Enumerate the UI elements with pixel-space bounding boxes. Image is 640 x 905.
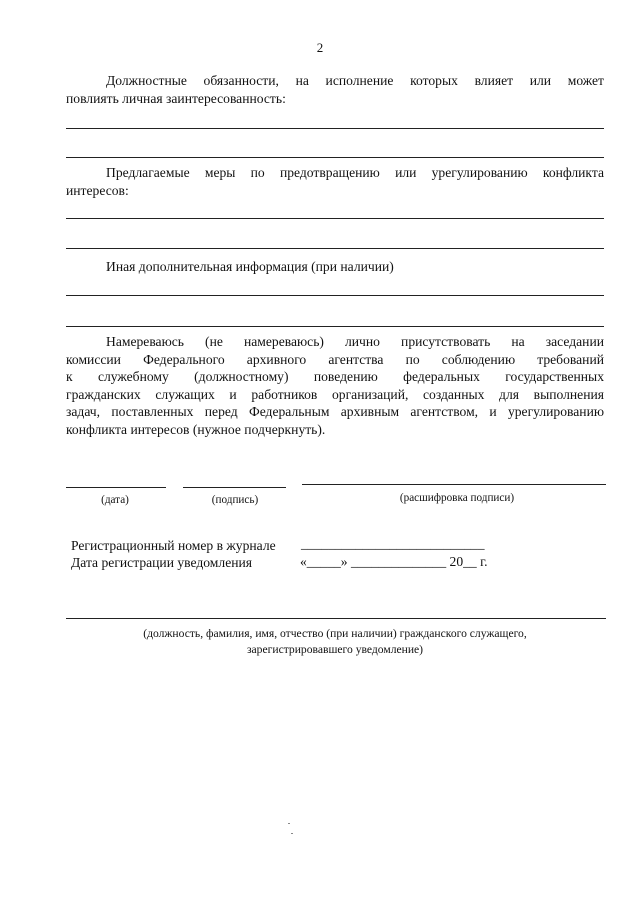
measures-fill-line-1: [66, 218, 604, 219]
date-signature-line: [66, 487, 166, 488]
registrar-caption-line-2: зарегистрировавшего уведомление): [246, 643, 424, 656]
intent-line-2: комиссии Федерального архивного агентства по соблюдению требований: [66, 351, 604, 367]
intent-paragraph: [66, 333, 604, 438]
measures-line-1: Предлагаемые меры по предотвращению или урегулированию конфликта: [106, 165, 604, 180]
measures-paragraph: [66, 164, 604, 199]
scan-speck: [288, 823, 290, 824]
intent-line-3: к служебному (должностному) поведению федеральных государственных: [66, 369, 604, 384]
sign-signature-line: [183, 487, 286, 488]
intent-line-6: конфликта интересов (нужное подчеркнуть).: [66, 421, 326, 437]
duties-line-2: повлиять личная заинтересованность:: [66, 90, 286, 106]
date-label: (дата): [101, 494, 129, 506]
other-info-fill-line-2: [66, 326, 604, 327]
other-info-paragraph: [66, 258, 604, 276]
measures-fill-line-2: [66, 248, 604, 249]
duties-fill-line-1: [66, 128, 604, 129]
other-info-fill-line-1: [66, 295, 604, 296]
measures-line-2: интересов:: [66, 182, 129, 198]
journal-label: Регистрационный номер в журнале: [71, 538, 276, 553]
intent-line-4: гражданских служащих и работников организаций, созданных для выполнения: [66, 386, 604, 402]
duties-paragraph: [66, 72, 604, 107]
decode-signature-line: [302, 484, 606, 485]
duties-fill-line-2: [66, 157, 604, 158]
page-number: 2: [316, 40, 324, 55]
registrar-caption: [66, 626, 604, 658]
intent-line-1: Намереваюсь (не намереваюсь) лично присутствовать на заседании: [106, 334, 604, 349]
duties-line-1: Должностные обязанности, на исполнение которых влияет или может: [106, 73, 604, 88]
registrar-line: [66, 618, 606, 619]
decode-label: (расшифровка подписи): [399, 492, 515, 504]
registrar-caption-line-1: (должность, фамилия, имя, отчество (при наличии) гражданского служащего,: [143, 627, 527, 640]
intent-line-5: задач, поставленных перед Федеральным архивным агентством, и урегулированию: [66, 404, 604, 419]
scan-speck: [291, 833, 293, 834]
registration-date-blank: «_____» ______________ 20__ г.: [300, 554, 488, 569]
sign-label: (подпись): [211, 494, 259, 506]
journal-blank: ___________________________: [301, 536, 485, 551]
registration-date-label: Дата регистрации уведомления: [71, 555, 253, 570]
other-info-line: Иная дополнительная информация (при наличии): [106, 259, 394, 274]
